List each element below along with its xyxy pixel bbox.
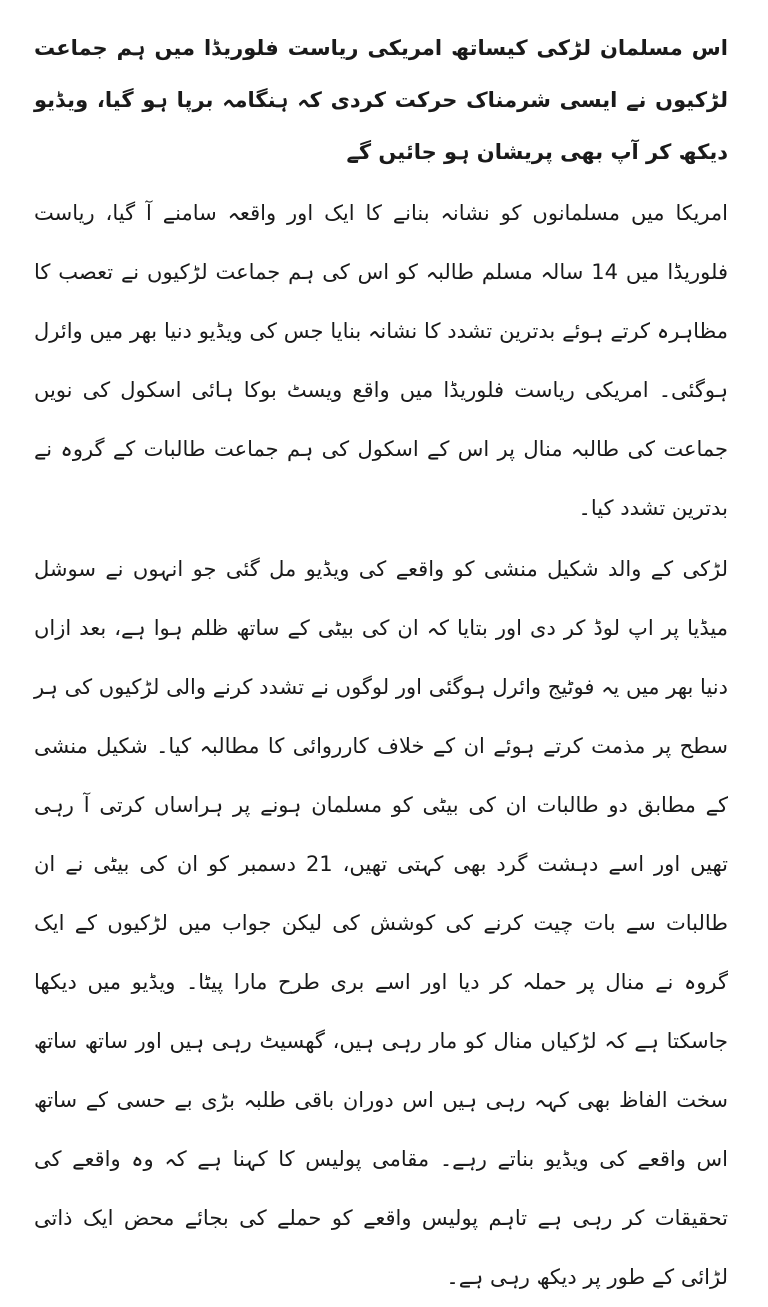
article-paragraph-2: لڑکی کے والد شکیل منشی کو واقعے کی ویڈیو مل گئی جو انہوں نے سوشل میڈیا پر اپ لوڈ کر دی اور بتایا کہ ان کی بیٹی کے ساتھ ظلم ہوا ہے، بعد ازاں دنیا بھر میں یہ فوٹیج وائرل ہوگئی اور لوگوں نے تشدد کرنے والی لڑکیوں کی ہر سطح پر مذمت کرتے ہوئے ان کے خلاف کارروائی کا مطالبہ کیا۔ شکیل منشی کے مطابق دو طالبات ان کی بیٹی کو مسلمان ہونے پر ہراساں کرتی آ رہی تھیں اور اسے دہشت گرد بھی کہتی تھیں، 21 دسمبر کو ان کی بیٹی نے ان طالبات سے بات چیت کرنے کی کوشش کی لیکن جواب میں لڑکیوں کے ایک گروہ نے منال پر حملہ کر دیا اور اسے بری طرح مارا پیٹا۔ ویڈیو میں دیکھا جاسکتا ہے کہ لڑکیاں منال کو مار رہی ہیں، گھسیٹ رہی ہیں اور ساتھ ساتھ سخت الفاظ بھی کہہ رہی ہیں اس دوران باقی طلبہ بڑی بے حسی کے ساتھ اس واقعے کی ویڈیو بناتے رہے۔ مقامی پولیس کا کہنا ہے کہ وہ واقعے کی تحقیقات کر رہی ہے تاہم پولیس واقعے کو حملے کی بجائے محض ایک ذاتی لڑائی کے طور پر دیکھ رہی ہے۔ <box>34 557 728 1289</box>
article-body <box>34 22 728 1307</box>
article-paragraph-1: امریکا میں مسلمانوں کو نشانہ بنانے کا ایک اور واقعہ سامنے آ گیا، ریاست فلوریڈا میں 14 سالہ مسلم طالبہ کو اس کی ہم جماعت لڑکیوں نے تعصب کا مظاہرہ کرتے ہوئے بدترین تشدد کا نشانہ بنایا جس کی ویڈیو دنیا بھر میں وائرل ہوگئی۔ امریکی ریاست فلوریڈا میں واقع ویسٹ بوکا ہائی اسکول کی نویں جماعت کی طالبہ منال پر اس کے اسکول کی ہم جماعت طالبات کے گروہ نے بدترین تشدد کیا۔ <box>34 201 728 520</box>
article-headline: اس مسلمان لڑکی کیساتھ امریکی ریاست فلوریڈا میں ہم جماعت لڑکیوں نے ایسی شرمناک حرکت کردی کہ ہنگامہ برپا ہو گیا، ویڈیو دیکھ کر آپ بھی پریشان ہو جائیں گے <box>34 36 728 164</box>
